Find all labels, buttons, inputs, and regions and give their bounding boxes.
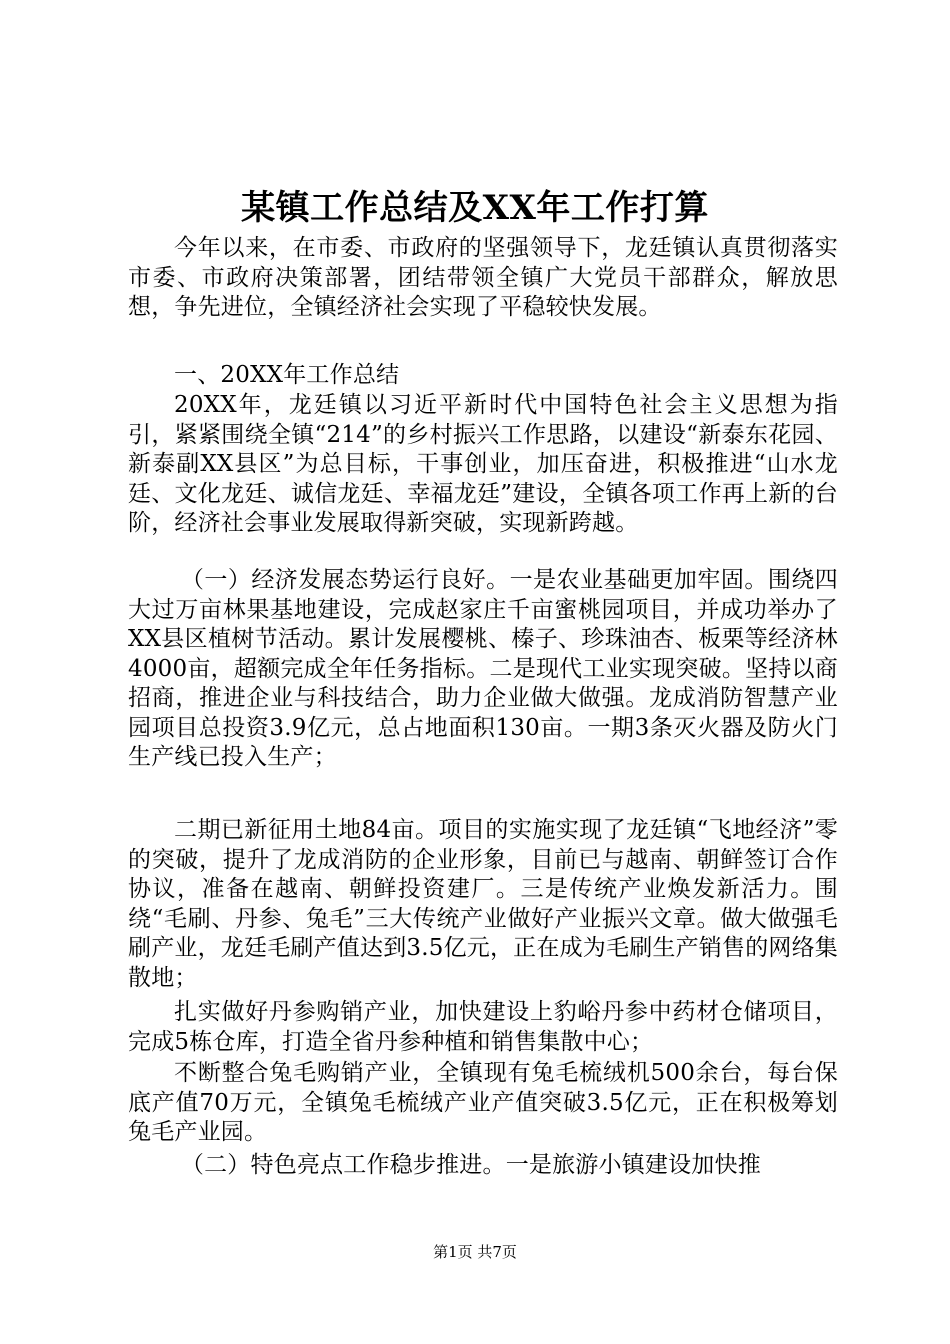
page-footer: 第1页 共7页 [433, 1243, 517, 1261]
rabbit-hair-paragraph: 不断整合兔毛购销产业，全镇现有兔毛梳绒机500余台，每台保底产值70万元，全镇兔毛梳绒产业产值突破3.5亿元，正在积极筹划兔毛产业园。 [128, 1060, 838, 1145]
industry-paragraph: 二期已新征用土地84亩。项目的实施实现了龙廷镇“飞地经济”零的突破，提升了龙成消防的企业形象，目前已与越南、朝鲜签订合作协议，准备在越南、朝鲜投资建厂。三是传统产业焕发新活力。围绕“毛刷、丹参、兔毛”三大传统产业做好产业振兴文章。做大做强毛刷产业，龙廷毛刷产值达到3.5亿元，正在成为毛刷生产销售的网络集散地； [128, 817, 838, 991]
economy-paragraph: （一）经济发展态势运行良好。一是农业基础更加牢固。围绕四大过万亩林果基地建设，完成赵家庄千亩蜜桃园项目，并成功举办了XX县区植树节活动。累计发展樱桃、榛子、珍珠油杏、板栗等经济林4000亩，超额完成全年任务指标。二是现代工业实现突破。坚持以商招商，推进企业与科技结合，助力企业做大做强。龙成消防智慧产业园项目总投资3.9亿元，总占地面积130亩。一期3条灭火器及防火门生产线已投入生产； [128, 567, 838, 770]
highlights-paragraph: （二）特色亮点工作稳步推进。一是旅游小镇建设加快推 [180, 1152, 761, 1178]
document-title: 某镇工作总结及XX年工作打算 [241, 188, 709, 228]
danshen-paragraph: 扎实做好丹参购销产业，加快建设上豹峪丹参中药材仓储项目，完成5栋仓库，打造全省丹参种植和销售集散中心； [128, 999, 838, 1055]
intro-paragraph: 今年以来，在市委、市政府的坚强领导下，龙廷镇认真贯彻落实市委、市政府决策部署，团结带领全镇广大党员干部群众，解放思想，争先进位，全镇经济社会实现了平稳较快发展。 [128, 235, 838, 320]
summary-paragraph: 20XX年，龙廷镇以习近平新时代中国特色社会主义思想为指引，紧紧围绕全镇“214”的乡村振兴工作思路，以建设“新泰东花园、新泰副XX县区”为总目标，干事创业，加压奋进，积极推进“山水龙廷、文化龙廷、诚信龙廷、幸福龙廷”建设，全镇各项工作再上新的台阶，经济社会事业发展取得新突破，实现新跨越。 [128, 392, 838, 536]
section-heading: 一、20XX年工作总结 [174, 362, 400, 388]
